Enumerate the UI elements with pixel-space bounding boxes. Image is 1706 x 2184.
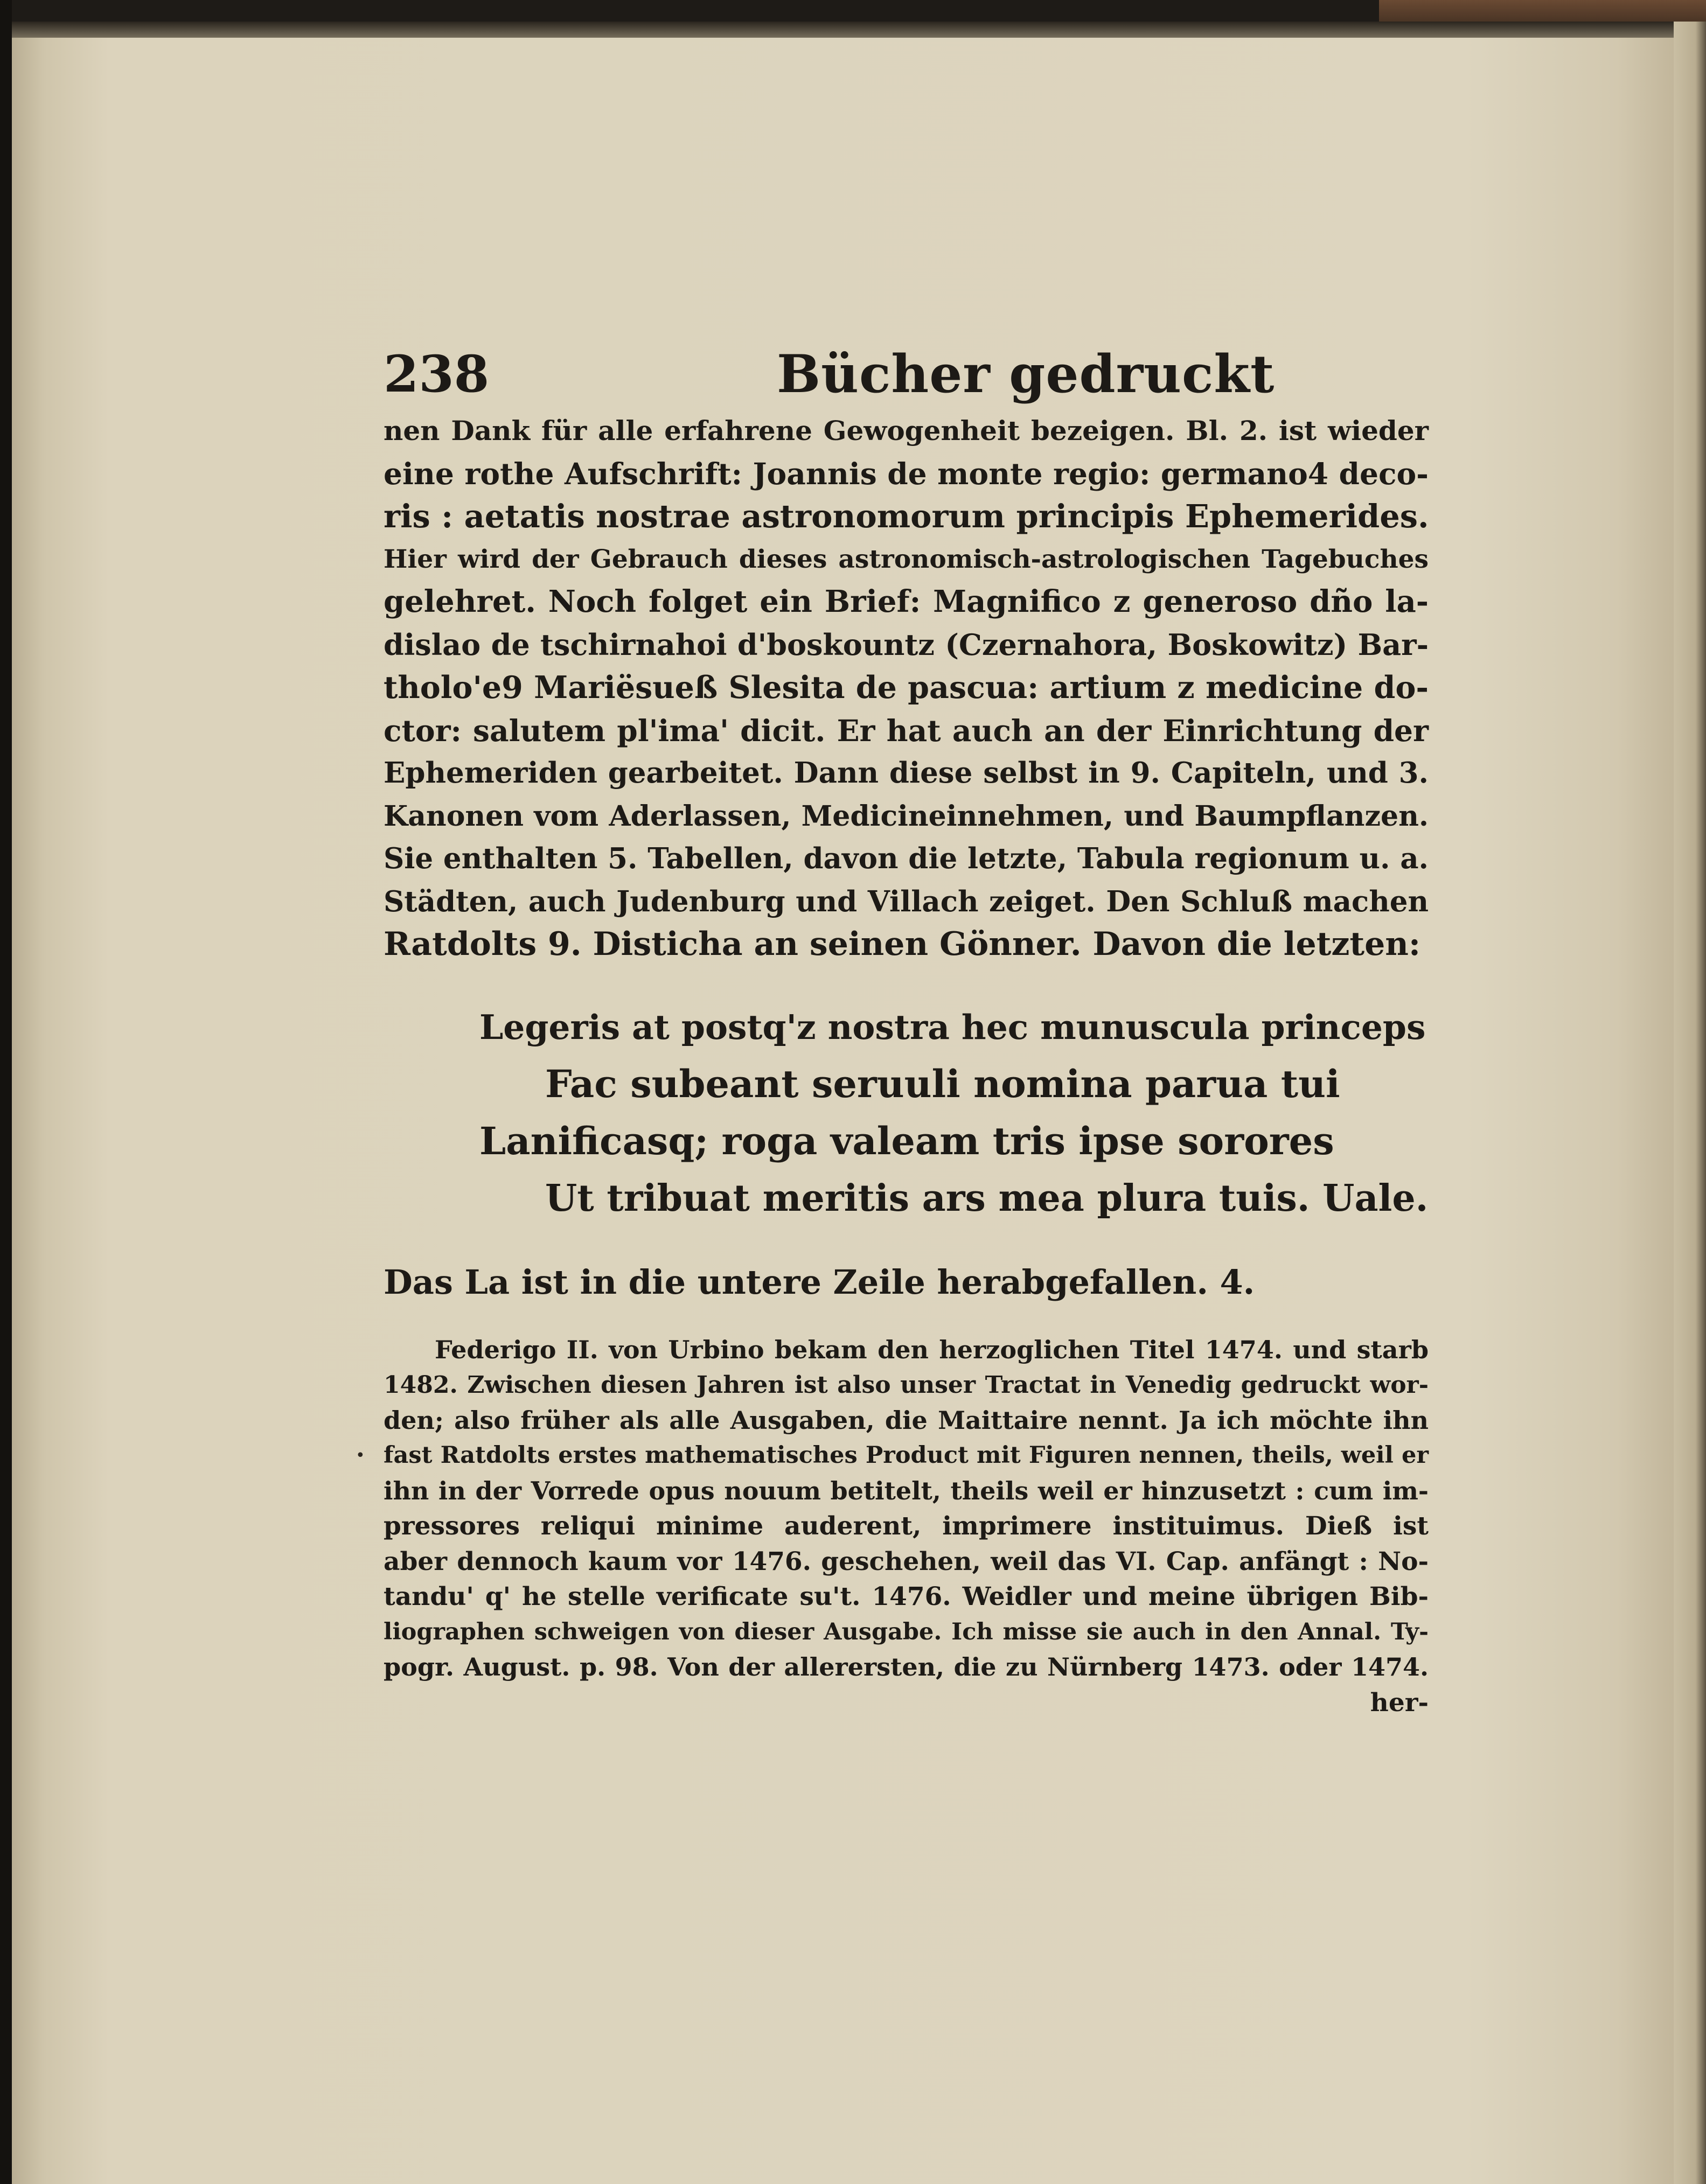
body-line: eine rothe Aufschrift: Joannis de monte regio: germano4 deco- <box>384 456 1429 491</box>
footnote-line: 1482. Zwischen diesen Jahren ist also unser Tractat in Venedig gedruckt wor- <box>384 1371 1429 1399</box>
body-line: Sie enthalten 5. Tabellen, davon die letzte, Tabula regionum u. a. <box>384 842 1429 875</box>
body-line: Ephemeriden gearbeitet. Dann diese selbst in 9. Capiteln, und 3. <box>384 756 1429 790</box>
footnote-line: liographen schweigen von dieser Ausgabe. Ich misse sie auch in den Annal. Ty- <box>384 1618 1429 1645</box>
footnote-line: ihn in der Vorrede opus nouum betitelt, theils weil er hinzusetzt : cum im- <box>384 1476 1429 1505</box>
body-line: ctor: salutem pl'ima' dicit. Er hat auch an der Einrichtung der <box>384 713 1429 748</box>
verse-line: Fac subeant seruuli nomina parua tui <box>545 1061 1340 1106</box>
body-line: gelehret. Noch folget ein Brief: Magnifico z generoso dño la- <box>384 584 1429 619</box>
footnote-line: Federigo II. von Urbino bekam den herzoglichen Titel 1474. und starb <box>435 1335 1429 1364</box>
catchword: her- <box>1370 1687 1429 1718</box>
page-header <box>384 339 1429 409</box>
footnote-marker: • <box>356 1446 365 1465</box>
verse-line: Ut tribuat meritis ars mea plura tuis. Uale. <box>545 1176 1429 1220</box>
footnote-line: pogr. August. p. 98. Von der allerersten, die zu Nürnberg 1473. oder 1474. <box>384 1652 1429 1681</box>
body-line: Hier wird der Gebrauch dieses astronomisch-astrologischen Tagebuches <box>384 544 1429 574</box>
text-block <box>384 339 1429 1720</box>
page-number: 238 <box>384 345 490 404</box>
running-head: Bücher gedruckt <box>777 344 1275 404</box>
footnote-line: tandu' q' he stelle verificate su't. 1476. Weidler und meine übrigen Bib- <box>384 1582 1429 1611</box>
verse-line: Lanificasq; roga valeam tris ipse sorores <box>479 1118 1334 1163</box>
body-text <box>384 409 1429 966</box>
body-line: ris : aetatis nostrae astronomorum principis Ephemerides. <box>384 498 1429 535</box>
body-line: Kanonen vom Aderlassen, Medicineinnehmen, und Baumpflanzen. <box>384 799 1429 833</box>
scan-left-edge <box>0 0 12 2184</box>
body-line: nen Dank für alle erfahrene Gewogenheit bezeigen. Bl. 2. ist wieder <box>384 415 1429 446</box>
verse-line: Legeris at postq'z nostra hec munuscula princeps <box>479 1007 1426 1047</box>
footnote-line: den; also früher als alle Ausgaben, die Maittaire nennt. Ja ich möchte ihn <box>384 1405 1429 1435</box>
body-line: Ratdolts 9. Disticha an seinen Gönner. Davon die letzten: <box>384 925 1421 963</box>
body-line: dislao de tschirnahoi d'boskountz (Czernahora, Boskowitz) Bar- <box>384 627 1429 662</box>
note-line: Das La ist in die untere Zeile herabgefallen. 4. <box>384 1262 1255 1302</box>
body-line: Städten, auch Judenburg und Villach zeiget. Den Schluß machen <box>384 884 1429 918</box>
footnote-line: pressores reliqui minime auderent, imprimere instituimus. Dieß ist <box>384 1511 1429 1541</box>
body-line: tholo'e9 Mariësueß Slesita de pascua: artium z medicine do- <box>384 669 1429 706</box>
verse-block <box>384 999 1429 1227</box>
footnote-line: aber dennoch kaum vor 1476. geschehen, weil das VI. Cap. anfängt : No- <box>384 1546 1429 1576</box>
footnote <box>384 1332 1429 1721</box>
footnote-line: fast Ratdolts erstes mathematisches Product mit Figuren nennen, theils, weil er <box>384 1442 1429 1469</box>
